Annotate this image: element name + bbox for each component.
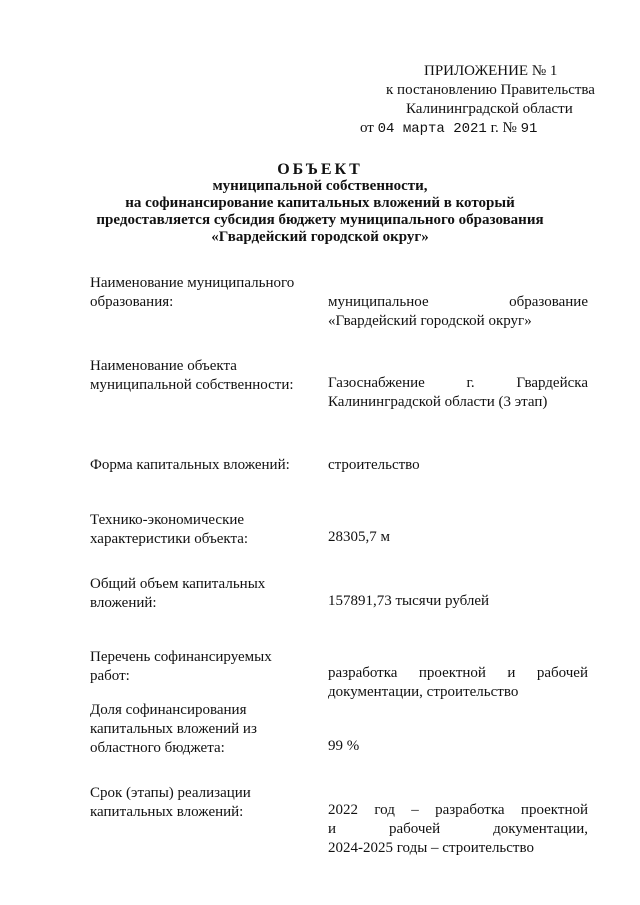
- title-line-4: предоставляется субсидия бюджету муниципального образования: [96, 212, 544, 228]
- field-label: капитальных вложений:: [90, 804, 244, 820]
- field-label: Наименование муниципального: [90, 275, 295, 291]
- field-label: образования:: [90, 294, 174, 310]
- field-label: Наименование объекта: [90, 358, 237, 374]
- title-word: ОБЪЕКТ: [277, 161, 363, 178]
- date-text: 04 марта 2021: [377, 121, 487, 137]
- field-value: муниципальное образование: [328, 294, 588, 310]
- field-label: Срок (этапы) реализации: [90, 785, 251, 801]
- field-label: Форма капитальных вложений:: [90, 457, 290, 473]
- field-label: Общий объем капитальных: [90, 576, 266, 592]
- field-value: строительство: [328, 457, 420, 473]
- field-value: и рабочей документации,: [328, 821, 588, 837]
- field-value: 28305,7 м: [328, 529, 390, 545]
- appendix-date-line: [360, 119, 620, 139]
- field-label: Перечень софинансируемых: [90, 649, 272, 665]
- field-label: характеристики объекта:: [90, 531, 249, 547]
- field-value: документации, строительство: [328, 684, 519, 700]
- field-label: Доля софинансирования: [90, 702, 247, 718]
- year-suffix: г. №: [490, 120, 517, 136]
- field-value: Калининградской области (3 этап): [328, 394, 548, 410]
- field-label: областного бюджета:: [90, 740, 225, 756]
- field-label: Технико-экономические: [90, 512, 245, 528]
- title-line-5: «Гвардейский городской округ»: [211, 229, 429, 245]
- appendix-title: ПРИЛОЖЕНИЕ № 1: [424, 63, 558, 79]
- title-line-2: муниципальной собственности,: [212, 178, 428, 194]
- field-value: 157891,73 тысячи рублей: [328, 593, 490, 609]
- field-label: капитальных вложений из: [90, 721, 257, 737]
- field-value: 2022 год – разработка проектной: [328, 802, 588, 818]
- field-label: работ:: [90, 668, 130, 684]
- field-value: разработка проектной и рабочей: [328, 665, 588, 681]
- field-value: Газоснабжение г. Гвардейска: [328, 375, 588, 391]
- appendix-line-resolution: к постановлению Правительства: [386, 82, 595, 98]
- appendix-line-region: Калининградской области: [406, 101, 573, 117]
- date-prefix: от: [360, 120, 374, 136]
- field-value: «Гвардейский городской округ»: [328, 313, 532, 329]
- field-value: 99 %: [328, 738, 360, 754]
- field-label: вложений:: [90, 595, 157, 611]
- resolution-number: 91: [520, 121, 538, 137]
- field-value: 2024-2025 годы – строительство: [328, 840, 534, 856]
- appendix-header: [360, 62, 620, 139]
- title-line-3: на софинансирование капитальных вложений в который: [125, 195, 515, 211]
- document-title: [60, 161, 580, 246]
- field-label: муниципальной собственности:: [90, 377, 294, 393]
